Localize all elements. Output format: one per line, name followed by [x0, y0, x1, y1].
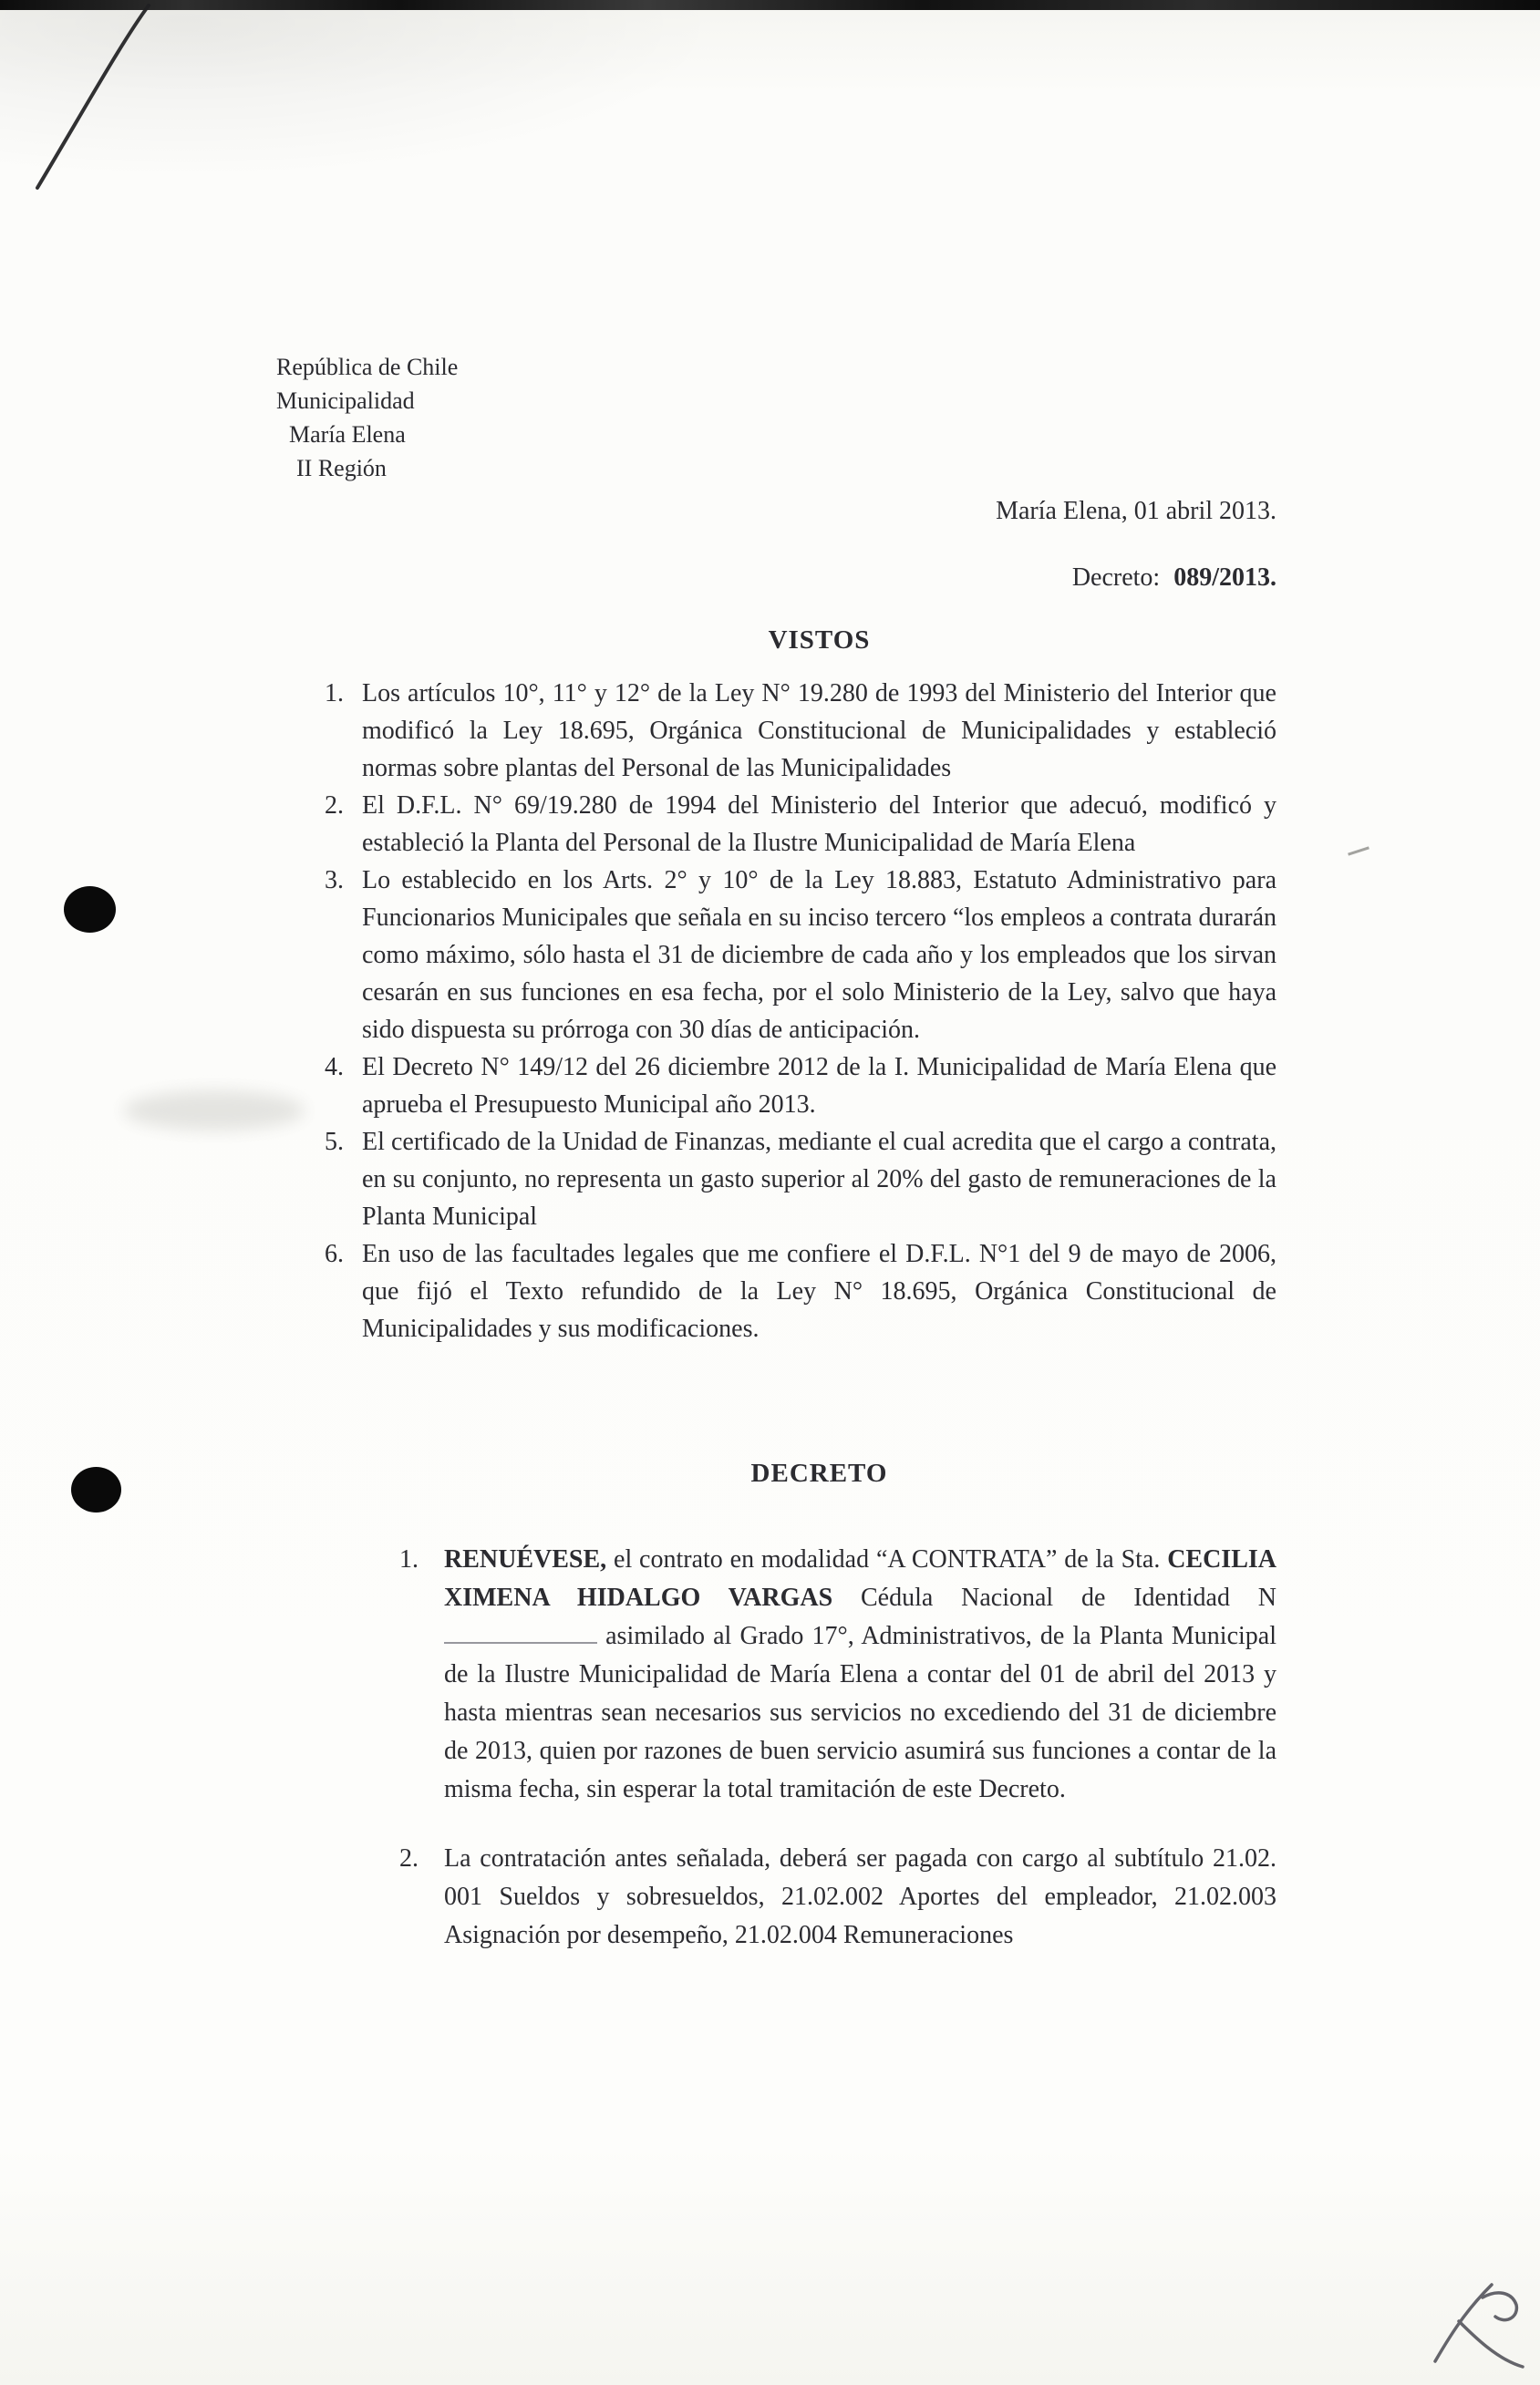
decreto-item-1 — [399, 1541, 1276, 1809]
item-number: 3. — [325, 866, 344, 894]
decree-number-line — [729, 563, 1276, 593]
item-text: Lo establecido en los Arts. 2° y 10° de la Ley 18.883, Estatuto Administrativo para Funcionarios Municipales que señala en su inciso tercero “los empleos a contrata durarán como máximo, sólo hasta el 31 de diciembre de cada año y los empleados que los sirvan cesarán en sus funciones en esa fecha, por el solo Ministerio de la Ley, salvo que haya sido dispuesta su prórroga con 30 días de anticipación. — [362, 866, 1276, 1044]
vistos-item-2 — [321, 787, 1276, 862]
employee-name: CECILIA XIMENA HIDALGO VARGAS — [444, 1545, 1276, 1612]
item-number: 2. — [399, 1844, 419, 1873]
item-text: Cédula Nacional de Identidad N — [832, 1584, 1276, 1612]
item-number: 1. — [399, 1545, 419, 1574]
item-number: 4. — [325, 1053, 344, 1081]
item-text: el contrato en modalidad “A CONTRATA” de la Sta. — [606, 1545, 1168, 1574]
stray-pen-mark — [1348, 846, 1369, 855]
item-text: El certificado de la Unidad de Finanzas, mediante el cual acredita que el cargo a contrata, en su conjunto, no representa un gasto superior al 20% del gasto de remuneraciones de la Planta Municipal — [362, 1128, 1276, 1231]
vistos-item-5 — [321, 1123, 1276, 1235]
item-text: El D.F.L. N° 69/19.280 de 1994 del Ministerio del Interior que adecuó, modificó y estableció la Planta del Personal de la Ilustre Municipalidad de María Elena — [362, 791, 1276, 857]
decreto-item-2 — [399, 1840, 1276, 1955]
scan-edge-artifact — [0, 0, 1540, 10]
hole-punch-mark-bottom — [71, 1467, 121, 1513]
handwritten-initials-mark — [1415, 2268, 1540, 2385]
letterhead — [276, 350, 458, 485]
decreto-list — [399, 1541, 1276, 1986]
pen-stroke-mark — [23, 4, 169, 195]
item-number: 2. — [325, 791, 344, 820]
redacted-id-blank — [444, 1622, 597, 1644]
vistos-item-4 — [321, 1048, 1276, 1123]
letterhead-line-city: María Elena — [289, 421, 406, 448]
letterhead-line-entity: Municipalidad — [276, 387, 415, 414]
item-text: asimilado al Grado 17°, Administrativos, de la Planta Municipal de la Ilustre Municipalidad de María Elena a contar del 01 de abril del 2013 y hasta mientras sean necesarios sus servicios no excediendo del 31 de diciembre de 2013, quien por razones de buen servicio asumirá sus funciones a contar de la misma fecha, sin esperar la total tramitación de este Decreto. — [444, 1622, 1276, 1803]
item-text: El Decreto N° 149/12 del 26 diciembre 2012 de la I. Municipalidad de María Elena que aprueba el Presupuesto Municipal año 2013. — [362, 1053, 1276, 1119]
smudge-artifact — [123, 1090, 305, 1131]
item-number: 1. — [325, 679, 344, 707]
decree-number: 089/2013. — [1173, 563, 1276, 592]
decree-label: Decreto: — [1071, 563, 1161, 592]
hole-punch-mark-top — [64, 886, 116, 933]
item-text: En uso de las facultades legales que me confiere el D.F.L. N°1 del 9 de mayo de 2006, que fijó el Texto refundido de la Ley N° 18.695, Orgánica Constitucional de Municipalidades y sus modificaciones. — [362, 1240, 1276, 1343]
vistos-item-3 — [321, 862, 1276, 1048]
item-text: La contratación antes señalada, deberá ser pagada con cargo al subtítulo 21.02. 001 Sueldos y sobresueldos, 21.02.002 Aportes del empleador, 21.02.003 Asignación por desempeño, 21.02.004 Remuneraciones — [444, 1844, 1276, 1949]
vistos-item-1 — [321, 675, 1276, 787]
vistos-item-6 — [321, 1235, 1276, 1347]
letterhead-line-country: República de Chile — [276, 354, 459, 380]
section-title-vistos: VISTOS — [768, 625, 871, 655]
letterhead-line-region: II Región — [296, 455, 387, 481]
dateline: María Elena, 01 abril 2013. — [996, 497, 1276, 525]
section-title-decreto: DECRETO — [750, 1459, 888, 1488]
item-text: Los artículos 10°, 11° y 12° de la Ley N° 19.280 de 1993 del Ministerio del Interior que modificó la Ley 18.695, Orgánica Constitucional de Municipalidades y estableció normas sobre plantas del Personal de las Municipalidades — [362, 679, 1276, 782]
item-number: 5. — [325, 1128, 344, 1156]
vistos-list — [321, 675, 1276, 1347]
decree-action-keyword: RENUÉVESE, — [444, 1545, 607, 1574]
item-number: 6. — [325, 1240, 344, 1268]
